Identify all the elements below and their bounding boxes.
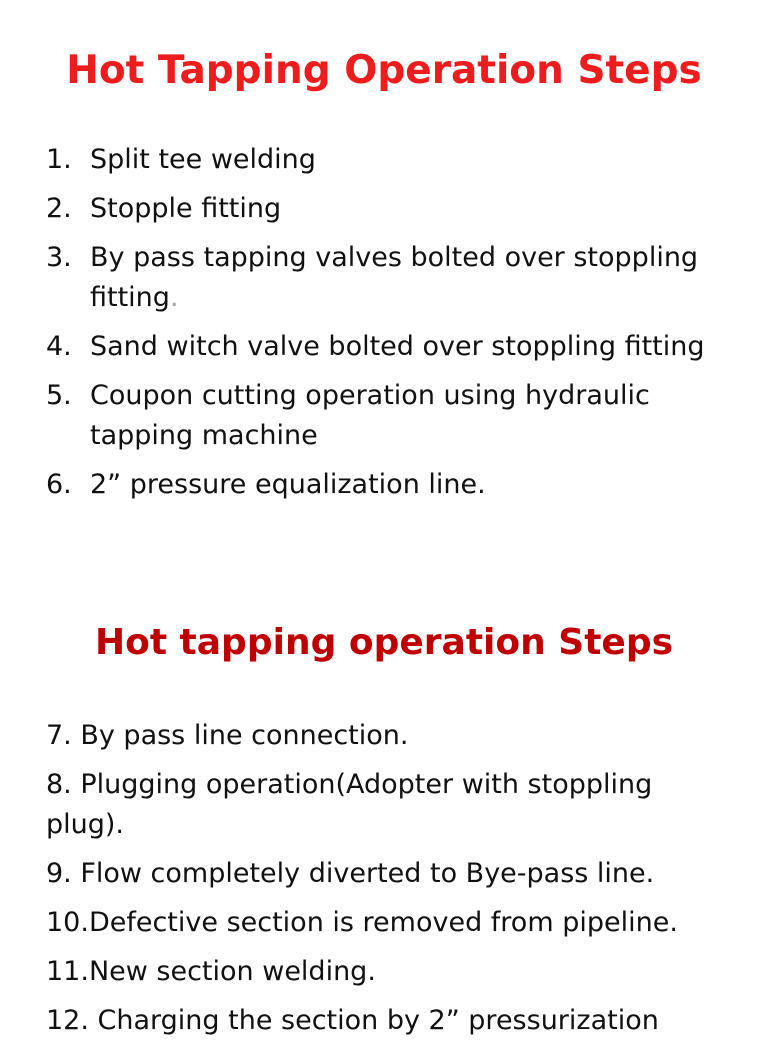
steps-list-2 bbox=[46, 716, 736, 1050]
step-number: 5. bbox=[46, 380, 72, 411]
step-text: By pass tapping valves bolted over stoppling fitting bbox=[90, 242, 699, 313]
slide-2-title: Hot tapping operation Steps bbox=[94, 622, 674, 663]
step-number: 6. bbox=[46, 469, 72, 500]
step-number: 1. bbox=[46, 144, 72, 175]
slide-2 bbox=[0, 576, 768, 1036]
list-item: 8. Plugging operation(Adopter with stoppling plug). bbox=[46, 769, 653, 840]
step-text: Sand witch valve bolted over stoppling fitting bbox=[90, 331, 705, 362]
slide-1-title: Hot Tapping Operation Steps bbox=[66, 48, 702, 93]
step-text: Stopple fitting bbox=[90, 193, 282, 224]
step-number: 4. bbox=[46, 331, 72, 362]
step-trailing-dot: . bbox=[169, 282, 179, 313]
list-item bbox=[46, 327, 736, 367]
list-item bbox=[46, 140, 736, 180]
list-item: 7. By pass line connection. bbox=[46, 720, 409, 751]
step-number: 3. bbox=[46, 242, 72, 273]
step-text: Split tee welding bbox=[90, 144, 316, 175]
step-text: 2” pressure equalization line. bbox=[90, 469, 486, 500]
list-item bbox=[46, 465, 736, 505]
step-text: Coupon cutting operation using hydraulic tapping machine bbox=[90, 380, 650, 451]
list-item bbox=[46, 189, 736, 229]
list-item bbox=[46, 376, 736, 456]
list-item: 10.Defective section is removed from pipeline. bbox=[46, 907, 678, 938]
step-number: 2. bbox=[46, 193, 72, 224]
list-item: 12. Charging the section by 2” pressurization bbox=[46, 1005, 659, 1036]
steps-list-1 bbox=[46, 140, 736, 514]
list-item bbox=[46, 238, 736, 318]
list-item: 11.New section welding. bbox=[46, 956, 376, 987]
step-text-wrap bbox=[90, 238, 736, 318]
list-item: 9. Flow completely diverted to Bye-pass line. bbox=[46, 858, 655, 889]
